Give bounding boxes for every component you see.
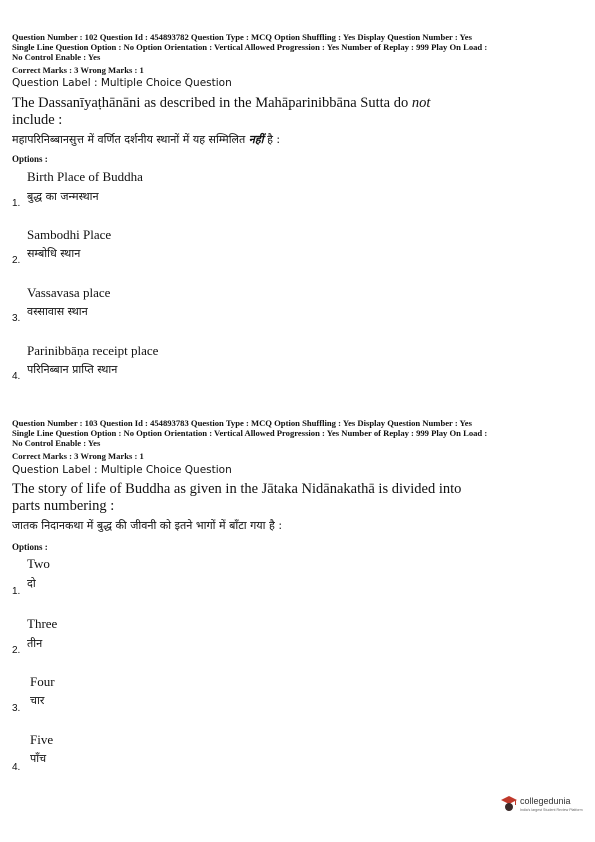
question-102-meta	[12, 32, 587, 62]
graduate-cap-icon	[500, 795, 518, 813]
q103-option-2-en[interactable]: Three	[27, 616, 58, 631]
q103-option-3-en[interactable]: Four	[30, 674, 55, 689]
meta-line: Question Number : 103 Question Id : 454893783 Question Type : MCQ Option Shuffling : Yes Display Question Number : Yes	[12, 418, 472, 428]
q102-option-1-number: 1.	[12, 198, 21, 209]
question-102-options-label: Options :	[12, 154, 48, 164]
question-103-text-hi: जातक निदानकथा में बुद्ध की जीवनी को इतने भागों में बाँटा गया है :	[12, 519, 283, 532]
meta-line: No Control Enable : Yes	[12, 52, 101, 62]
question-103-marks: Correct Marks : 3 Wrong Marks : 1	[12, 451, 144, 461]
question-103-meta	[12, 418, 587, 448]
q103-option-1-hi[interactable]: दो	[27, 577, 36, 590]
question-103-label: Question Label : Multiple Choice Question	[12, 464, 232, 476]
q103-option-1-en[interactable]: Two	[27, 556, 50, 571]
logo-tagline: India's largest Student Review Platform	[520, 808, 583, 812]
meta-line: No Control Enable : Yes	[12, 438, 101, 448]
q103-option-4-number: 4.	[12, 762, 21, 773]
q102-option-4-en[interactable]: Parinibbāṇa receipt place	[27, 343, 159, 358]
question-103-options-label: Options :	[12, 542, 48, 552]
q103-option-3-hi[interactable]: चार	[30, 694, 45, 707]
q102-option-2-number: 2.	[12, 255, 21, 266]
q102-option-4-hi[interactable]: परिनिब्बान प्राप्ति स्थान	[27, 363, 118, 376]
emphasis-not: not	[411, 95, 431, 111]
question-102-label: Question Label : Multiple Choice Question	[12, 77, 232, 89]
q103-option-2-hi[interactable]: तीन	[27, 637, 43, 650]
q102-option-4-number: 4.	[12, 371, 21, 382]
meta-line: Question Number : 102 Question Id : 454893782 Question Type : MCQ Option Shuffling : Yes Display Question Number : Yes	[12, 32, 472, 42]
question-102-marks: Correct Marks : 3 Wrong Marks : 1	[12, 65, 144, 75]
meta-line: Single Line Question Option : No Option Orientation : Vertical Allowed Progression : Yes Number of Replay : 999 Play On Load :	[12, 428, 488, 438]
meta-line: Single Line Question Option : No Option Orientation : Vertical Allowed Progression : Yes Number of Replay : 999 Play On Load :	[12, 42, 488, 52]
q103-option-3-number: 3.	[12, 703, 21, 714]
q102-option-2-en[interactable]: Sambodhi Place	[27, 227, 112, 242]
q102-option-2-hi[interactable]: सम्बोधि स्थान	[27, 247, 81, 260]
q102-option-1-hi[interactable]: बुद्ध का जन्मस्थान	[27, 190, 99, 203]
q102-option-3-hi[interactable]: वस्सावास स्थान	[27, 305, 88, 318]
q102-option-3-en[interactable]: Vassavasa place	[27, 285, 111, 300]
q103-option-1-number: 1.	[12, 586, 21, 597]
logo-name: collegedunia	[520, 796, 571, 806]
collegedunia-logo	[500, 795, 586, 817]
emphasis-nahin: नहीं	[248, 133, 264, 146]
q103-option-4-hi[interactable]: पाँच	[30, 752, 47, 765]
q102-option-3-number: 3.	[12, 313, 21, 324]
question-102-text-hi: महापरिनिब्बानसुत्त में वर्णित दर्शनीय स्थानों में यह सम्मिलित नहीं है :	[12, 133, 281, 146]
question-103-text-en: The story of life of Buddha as given in the Jātaka Nidānakathā is divided into parts numbering :	[12, 481, 462, 514]
q102-option-1-en[interactable]: Birth Place of Buddha	[27, 169, 143, 184]
question-102-text-en: The Dassanīyaṭhānāni as described in the Mahāparinibbāna Sutta do not include :	[12, 95, 431, 128]
q103-option-2-number: 2.	[12, 645, 21, 656]
q103-option-4-en[interactable]: Five	[30, 732, 54, 747]
